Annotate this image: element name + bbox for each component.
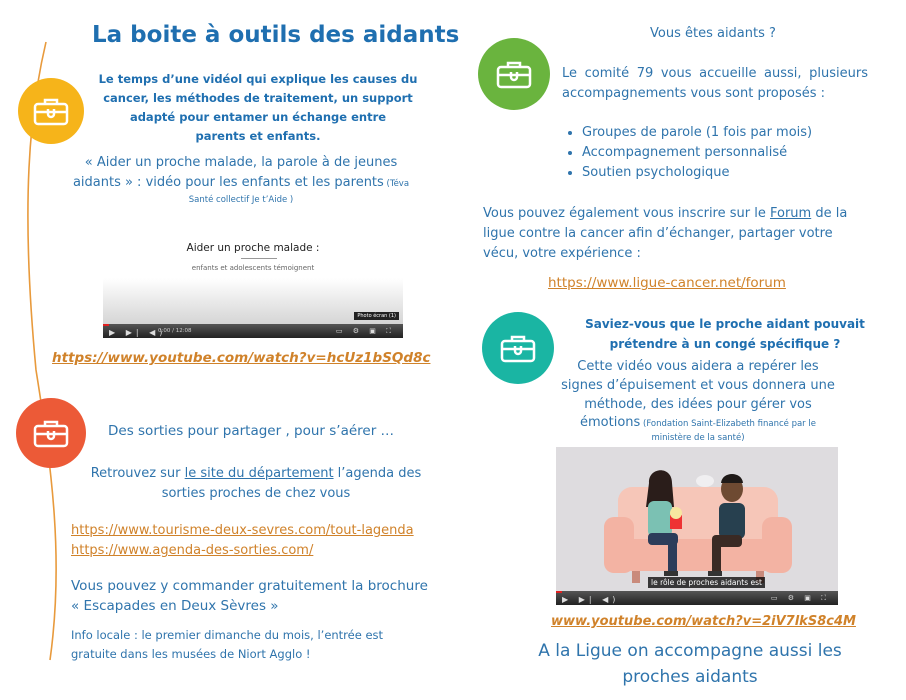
toolbox-icon <box>32 418 70 448</box>
conge-line: Saviez-vous que le proche aidant pouvait <box>585 317 865 331</box>
block1-intro <box>98 70 418 146</box>
list-item: • Accompagnement personnalisé <box>582 143 812 163</box>
settings-icon[interactable]: ▭ ⚙ ▣ ⛶ <box>335 327 395 335</box>
comite-line: Le comité 79 vous accueille aussi, plusieurs <box>562 66 868 81</box>
video-subtitle: enfants et adolescents témoignent <box>191 264 315 272</box>
emotions-word: émotions <box>580 415 641 430</box>
quote-line: « Aider un proche malade, la parole à de jeunes <box>84 155 398 170</box>
forum-line: ligue contre la cancer afin d’échanger, partager votre <box>483 226 833 241</box>
closing-text <box>500 638 880 690</box>
intro-line: Le temps d’une vidéol qui explique les causes du <box>98 72 418 86</box>
page-title: La boite à outils des aidants <box>92 22 460 48</box>
comite-line: accompagnements vous sont proposés : <box>562 86 826 101</box>
conge-text <box>548 357 848 444</box>
video-title: Aider un proche malade : <box>186 242 320 254</box>
brochure-text <box>71 576 428 616</box>
agenda-post: l’agenda des <box>333 466 422 481</box>
divider <box>241 258 277 259</box>
fondation-small: (Fondation Saint-Elizabeth financé par le <box>640 419 816 429</box>
toolbox-icon <box>32 96 70 126</box>
info-locale <box>71 626 383 664</box>
settings-icon[interactable]: ▭ ⚙ ▣ ⛶ <box>770 594 830 602</box>
conge-text-line: Cette vidéo vous aidera a repérer les <box>577 359 819 374</box>
play-icon[interactable]: ▶ ▶| ◀) <box>562 595 620 604</box>
toolbox-icon-green <box>478 38 550 110</box>
agenda-links <box>71 521 414 561</box>
list-item: • Soutien psychologique <box>582 163 812 183</box>
intro-line: parents et enfants. <box>195 129 321 143</box>
forum-text <box>483 204 878 264</box>
block2-text <box>56 464 456 504</box>
toolbox-icon-red <box>16 398 86 468</box>
forum-pre: Vous pouvez également vous inscrire sur le <box>483 206 770 221</box>
quote-line <box>56 173 426 194</box>
conge-heading <box>570 314 880 354</box>
tourisme-link[interactable]: https://www.tourisme-deux-sevres.com/tout-lagenda <box>71 523 414 538</box>
fondation-small: ministère de la santé) <box>651 433 745 443</box>
toolbox-icon-yellow <box>18 78 84 144</box>
agenda-pre: Retrouvez sur <box>90 466 185 481</box>
video-badge: Photo écran (1) <box>354 312 399 320</box>
video-player-left[interactable] <box>103 232 403 338</box>
closing-line: A la Ligue on accompagne aussi les <box>538 641 842 661</box>
video-time: 0:00 / 12:08 <box>158 328 192 334</box>
block2-heading: Des sorties pour partager , pour s’aérer … <box>108 423 395 439</box>
agenda-line: sorties proches de chez vous <box>161 486 351 501</box>
block1-quote <box>56 153 426 206</box>
closing-line: proches aidants <box>622 667 758 687</box>
intro-line: adapté pour entamer un échange entre <box>129 110 387 124</box>
video-controls[interactable] <box>556 591 838 605</box>
forum-url-link[interactable]: https://www.ligue-cancer.net/forum <box>548 275 786 291</box>
forum-post: de la <box>811 206 848 221</box>
conge-line: prétendre à un congé spécifique ? <box>609 337 841 351</box>
intro-line: cancer, les méthodes de traitement, un support <box>103 91 413 105</box>
play-icon[interactable]: ▶ ▶| ◀) <box>109 328 167 337</box>
youtube-link-left[interactable]: https://www.youtube.com/watch?v=hcUz1bSQd8c <box>52 350 431 366</box>
list-item: • Groupes de parole (1 fois par mois) <box>582 123 812 143</box>
video-controls[interactable] <box>103 324 403 338</box>
video-caption: le rôle de proches aidants est <box>648 577 765 588</box>
video-progress <box>556 591 562 593</box>
conge-text-line <box>548 414 848 433</box>
quote-small: Santé collectif Je t’Aide ) <box>188 195 294 205</box>
brochure-line: Vous pouvez y commander gratuitement la brochure <box>71 578 428 594</box>
services-list <box>564 123 812 183</box>
video-player-right[interactable] <box>556 447 838 605</box>
youtube-link-right[interactable]: www.youtube.com/watch?v=2iV7lkS8c4M <box>551 614 856 629</box>
comite-text <box>562 64 868 104</box>
info-line: Info locale : le premier dimanche du mois, l’entrée est <box>71 628 384 642</box>
toolbox-icon <box>495 59 533 89</box>
aidants-heading: Vous êtes aidants ? <box>650 26 776 41</box>
info-line: gratuite dans les musées de Niort Agglo ! <box>71 647 311 661</box>
conge-text-line: signes d’épuisement et vous donnera une <box>561 378 835 393</box>
departement-link[interactable]: le site du département <box>184 466 334 481</box>
toolbox-icon-teal <box>482 312 554 384</box>
video-progress <box>103 324 109 326</box>
agenda-sorties-link[interactable]: https://www.agenda-des-sorties.com/ <box>71 543 314 558</box>
forum-line: vécu, votre expérience : <box>483 246 641 261</box>
conge-text-line: méthode, des idées pour gérer vos <box>584 397 812 412</box>
toolbox-icon <box>499 333 537 363</box>
quote-small: (Téva <box>383 179 410 189</box>
quote-main: aidants » : vidéo pour les enfants et les parents <box>72 175 384 190</box>
forum-line <box>483 204 878 224</box>
brochure-line: « Escapades en Deux Sèvres » <box>71 598 279 614</box>
video-illustration <box>556 447 838 591</box>
forum-link[interactable]: Forum <box>769 206 812 221</box>
agenda-line <box>56 464 456 484</box>
